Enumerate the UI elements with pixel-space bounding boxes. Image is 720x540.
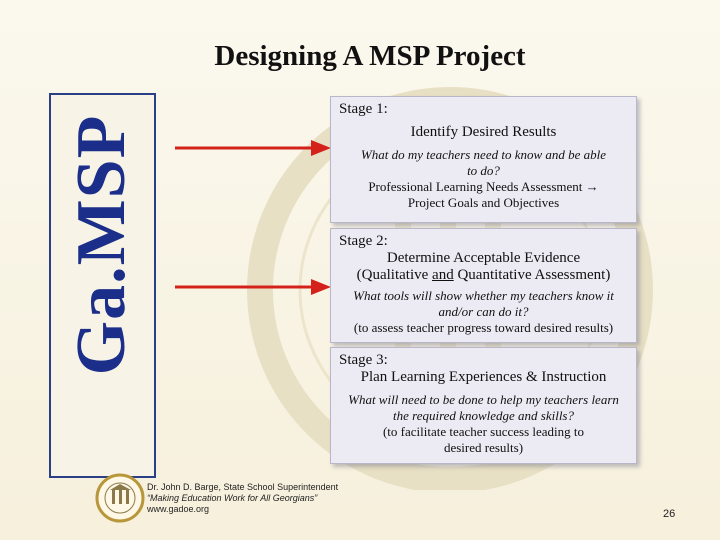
gadoe-seal-logo: [94, 472, 146, 524]
stage-2-label: Stage 2:: [339, 233, 388, 249]
stage-2-question: What tools will show whether my teachers know it and/or can do it?: [353, 288, 614, 319]
footer-superintendent: Dr. John D. Barge, State School Superintendent: [147, 482, 339, 492]
stage-2-note: (to assess teacher progress toward desired results): [353, 320, 614, 335]
stage-1-box: [330, 96, 637, 223]
stage-3-box: [330, 347, 637, 464]
arrow-to-stage-1: [175, 138, 335, 158]
side-logo-text: Ga.MSP: [63, 114, 140, 376]
stage-2-heading: Determine Acceptable Evidence (Qualitative and Quantitative Assessment): [356, 250, 611, 283]
stage-2-box: [330, 228, 637, 343]
arrow-to-stage-2: [175, 277, 335, 297]
stage-3-heading: Plan Learning Experiences & Instruction: [360, 369, 607, 385]
stage-3-label: Stage 3:: [339, 352, 388, 368]
stage-3-question: What will need to be done to help my teachers learn the required knowledge and skills?: [348, 392, 619, 423]
footer-text: [147, 482, 338, 515]
stage-1-label: Stage 1:: [339, 101, 388, 117]
stage-1-question: What do my teachers need to know and be able to do?: [360, 147, 607, 178]
stage-1-note: Professional Learning Needs Assessment → Project Goals and Objectives: [368, 179, 599, 210]
arrow-right-icon: →: [585, 179, 599, 194]
slide-title: Designing A MSP Project: [214, 40, 526, 72]
footer-website-link[interactable]: www.gadoe.org: [147, 504, 210, 514]
page-number: 26: [663, 508, 676, 520]
stage-3-note: (to facilitate teacher success leading to desired results): [382, 424, 585, 455]
footer-tagline: “Making Education Work for All Georgians”: [147, 493, 318, 503]
stage-1-heading: Identify Desired Results: [410, 124, 557, 140]
